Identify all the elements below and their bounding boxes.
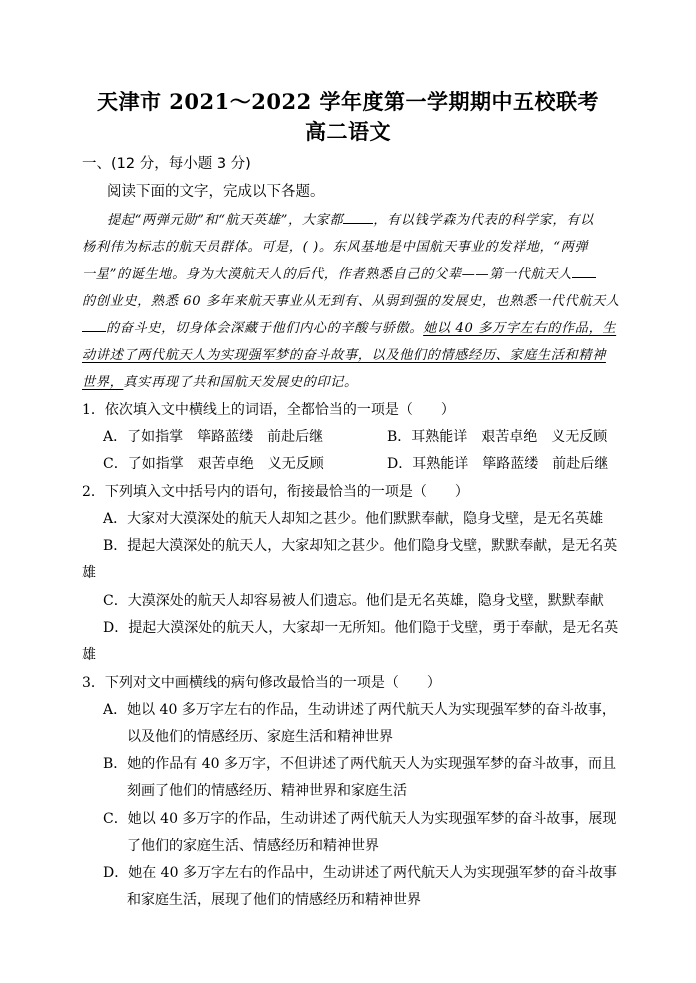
question-3-option-b-continued: 刻画了他们的情感经历、精神世界和家庭生活 [127, 783, 407, 799]
underlined-sentence: 世界， [82, 375, 124, 390]
question-3-option-d: D．她在 40 多万字左右的作品中，生动讲述了两代航天人为实现强军梦的奋斗故事 [103, 865, 617, 881]
passage-line-1 [107, 209, 643, 228]
fill-blank-1 [343, 211, 373, 224]
passage-text: 提起“两弹元勋”和“航天英雄”，大家都 [107, 213, 344, 228]
question-1-option-a: A．了如指掌 筚路蓝缕 前赴后继 [103, 429, 324, 445]
question-1-option-c: C．了如指掌 艰苦卓绝 义无反顾 [103, 456, 324, 472]
passage-line-7 [82, 371, 618, 390]
question-2-option-d-continued: 雄 [82, 647, 96, 663]
question-2-option-c: C．大漠深处的航天人却容易被人们遗忘。他们是无名英雄，隐身戈壁，默默奉献 [103, 593, 604, 609]
exam-title: 天津市 2021～2022 学年度第一学期期中五校联考 [96, 89, 599, 114]
passage-line-4: 的创业史，熟悉 60 多年来航天事业从无到有、从弱到强的发展史，也熟悉一代代航天人 [82, 294, 620, 309]
underlined-sentence: 动讲述了两代航天人为实现强军梦的奋斗故事，以及他们的情感经历、家庭生活和精神 [82, 348, 606, 363]
question-1-option-d: D．耳熟能详 筚路蓝缕 前赴后继 [387, 456, 609, 472]
passage-line-5 [82, 317, 618, 336]
passage-text: ，有以钱学森为代表的科学家，有以 [373, 213, 594, 228]
reading-instruction: 阅读下面的文字，完成以下各题。 [107, 184, 325, 200]
question-2-stem: 2．下列填入文中括号内的语句，衔接最恰当的一项是（ ） [82, 484, 469, 500]
question-3-option-d-continued: 和家庭生活，展现了他们的情感经历和精神世界 [127, 892, 421, 908]
question-2-option-b-continued: 雄 [82, 565, 96, 581]
question-2-option-a: A．大家对大漠深处的航天人却知之甚少。他们默默奉献，隐身戈壁，是无名英雄 [103, 511, 604, 527]
question-1-option-b: B．耳熟能详 艰苦卓绝 义无反顾 [387, 429, 608, 445]
underlined-sentence: 她以 40 多万字左右的作品，生 [423, 321, 617, 336]
question-1-stem: 1．依次填入文中横线上的词语，全都恰当的一项是（ ） [82, 402, 455, 418]
question-3-option-c: C．她以 40 多万字的作品，生动讲述了两代航天人为实现强军梦的奋斗故事，展现 [103, 811, 617, 827]
fill-blank-2 [572, 265, 596, 278]
section-heading: 一、(12 分，每小题 3 分) [82, 156, 251, 172]
question-2-option-b: B．提起大漠深处的航天人，大家却知之甚少。他们隐身戈壁，默默奉献，是无名英 [103, 538, 618, 554]
passage-line-3 [82, 263, 618, 282]
passage-text: 的奋斗史，切身体会深藏于他们内心的辛酸与骄傲。 [106, 321, 424, 336]
question-3-stem: 3．下列对文中画横线的病句修改最恰当的一项是（ ） [82, 675, 441, 691]
question-3-option-a: A．她以 40 多万字左右的作品，生动讲述了两代航天人为实现强军梦的奋斗故事， [103, 702, 616, 718]
question-2-option-d: D．提起大漠深处的航天人，大家却一无所知。他们隐于戈壁，勇于奉献，是无名英 [103, 620, 619, 636]
passage-line-2: 杨利伟为标志的航天员群体。可是，( )。东风基地是中国航天事业的发祥地，“两弹 [82, 240, 589, 255]
question-3-option-a-continued: 以及他们的情感经历、家庭生活和精神世界 [127, 729, 393, 745]
subject-title: 高二语文 [305, 119, 391, 144]
fill-blank-3 [82, 319, 106, 332]
passage-text: 真实再现了共和国航天发展史的印记。 [123, 375, 358, 390]
question-3-option-b: B．她的作品有 40 多万字，不但讲述了两代航天人为实现强军梦的奋斗故事，而且 [103, 756, 617, 772]
question-3-option-c-continued: 了他们的家庭生活、情感经历和精神世界 [127, 838, 379, 854]
passage-text: 一星”的诞生地。身为大漠航天人的后代，作者熟悉自己的父辈——第一代航天人 [82, 267, 572, 282]
